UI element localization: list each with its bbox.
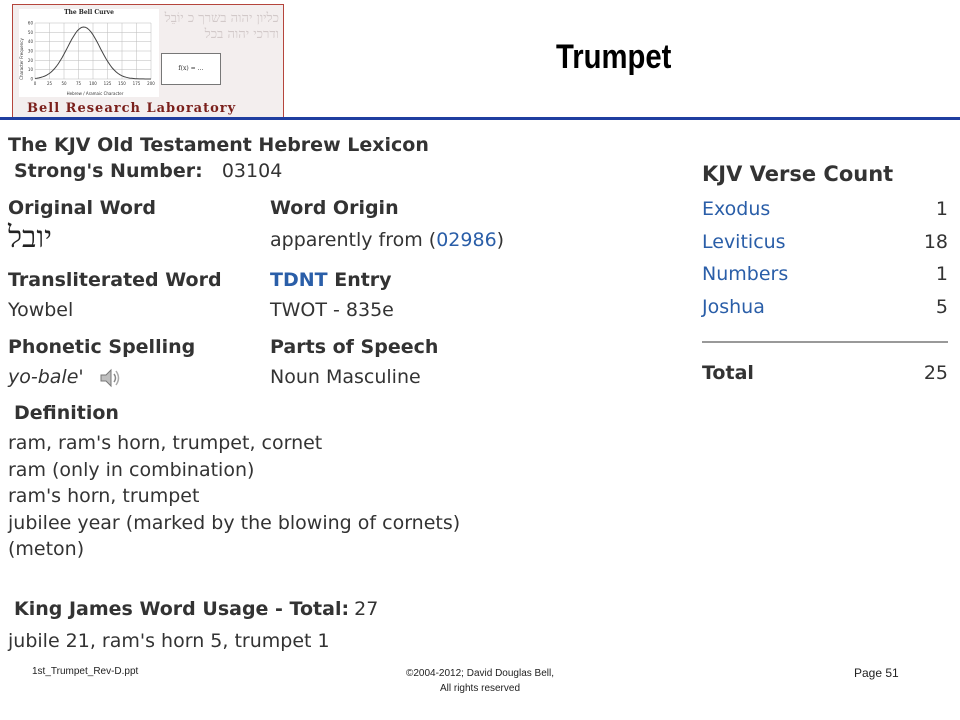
logo-xtick-label: 75 bbox=[75, 81, 82, 86]
footer-page-number: Page 51 bbox=[854, 666, 899, 680]
tdnt-entry-suffix: Entry bbox=[327, 269, 392, 291]
logo-xtick-label: 200 bbox=[147, 81, 155, 86]
tdnt-entry-label bbox=[270, 269, 392, 291]
logo-banner: Bell Research Laboratory bbox=[27, 101, 237, 116]
word-usage-label: King James Word Usage - Total: bbox=[14, 598, 350, 620]
logo-ytick-label: 40 bbox=[27, 39, 33, 45]
word-origin-suffix: ) bbox=[496, 229, 505, 251]
logo-ytick-label: 10 bbox=[27, 67, 33, 73]
footer-filename: 1st_Trumpet_Rev-D.ppt bbox=[32, 666, 139, 677]
verse-count-total-label: Total bbox=[702, 362, 754, 384]
verse-count-value: 1 bbox=[935, 263, 948, 285]
verse-count-value: 18 bbox=[923, 231, 948, 253]
bell-research-logo bbox=[12, 4, 284, 118]
definition-item: (meton) bbox=[8, 538, 85, 560]
definition-item: ram, ram's horn, trumpet, cornet bbox=[8, 432, 323, 454]
logo-ytick-label: 50 bbox=[27, 29, 33, 35]
logo-ytick-label: 20 bbox=[27, 57, 33, 63]
verse-count-row bbox=[702, 296, 948, 326]
phonetic-value: yo-bale' bbox=[8, 366, 84, 388]
verse-count-total-row bbox=[702, 362, 948, 392]
definition-list bbox=[8, 430, 460, 563]
strongs-number-row bbox=[14, 160, 282, 182]
logo-chart-xticks bbox=[34, 81, 156, 86]
verse-count-total-value: 25 bbox=[923, 362, 948, 384]
verse-count-divider bbox=[702, 341, 948, 343]
verse-count-row bbox=[702, 231, 948, 261]
word-usage-total: 27 bbox=[354, 598, 379, 620]
title-rule bbox=[0, 117, 960, 120]
word-usage-row bbox=[14, 598, 378, 620]
footer-copyright-line1: ©2004-2012; David Douglas Bell, bbox=[405, 668, 554, 679]
transliterated-value: Yowbel bbox=[8, 299, 74, 321]
logo-chart-yticks bbox=[28, 21, 34, 82]
bell-curve-chart bbox=[19, 9, 159, 97]
verse-count-value: 1 bbox=[935, 198, 948, 220]
bell-curve-plot bbox=[19, 9, 159, 97]
verse-count-title: KJV Verse Count bbox=[702, 162, 894, 186]
phonetic-row bbox=[8, 366, 122, 389]
logo-ytick-label: 60 bbox=[27, 20, 33, 26]
bell-curve-title: The Bell Curve bbox=[64, 9, 114, 16]
speaker-icon[interactable] bbox=[98, 367, 122, 389]
logo-xtick-label: 0 bbox=[33, 81, 37, 86]
logo-ytick-label: 0 bbox=[30, 76, 33, 82]
book-link-exodus[interactable]: Exodus bbox=[702, 198, 771, 220]
word-origin-prefix: apparently from ( bbox=[270, 229, 437, 251]
gaussian-formula: f(x) = … bbox=[161, 53, 221, 85]
logo-xtick-label: 125 bbox=[103, 81, 112, 86]
slide-title: Trumpet bbox=[556, 38, 672, 76]
phonetic-label: Phonetic Spelling bbox=[8, 336, 196, 358]
original-word-value: יובל bbox=[8, 220, 53, 255]
logo-xtick-label: 100 bbox=[89, 81, 97, 86]
book-link-leviticus[interactable]: Leviticus bbox=[702, 231, 786, 253]
word-usage-value: jubile 21, ram's horn 5, trumpet 1 bbox=[8, 630, 330, 652]
definition-item: ram's horn, trumpet bbox=[8, 485, 200, 507]
footer-copyright bbox=[380, 666, 580, 696]
logo-ytick-label: 30 bbox=[27, 48, 33, 54]
definition-item: jubilee year (marked by the blowing of cornets) bbox=[8, 511, 461, 534]
book-link-numbers[interactable]: Numbers bbox=[702, 263, 789, 285]
logo-xtick-label: 150 bbox=[118, 81, 126, 86]
strongs-value: 03104 bbox=[221, 160, 283, 182]
logo-chart-xlabel: Hebrew / Aramaic Character bbox=[66, 91, 124, 96]
verse-count-row bbox=[702, 198, 948, 228]
logo-xtick-label: 175 bbox=[132, 81, 141, 86]
transliterated-label: Transliterated Word bbox=[8, 269, 222, 291]
definition-item: ram (only in combination) bbox=[8, 458, 255, 481]
original-word-label: Original Word bbox=[8, 197, 156, 219]
strongs-label: Strong's Number: bbox=[14, 160, 203, 182]
definition-label: Definition bbox=[14, 402, 119, 424]
word-origin-label: Word Origin bbox=[270, 197, 399, 219]
footer-copyright-line2: All rights reserved bbox=[439, 683, 521, 694]
logo-chart-ylabel: Character Frequency bbox=[19, 38, 24, 80]
logo-xtick-label: 50 bbox=[61, 81, 67, 86]
verse-count-row bbox=[702, 263, 948, 293]
tdnt-link[interactable]: TDNT bbox=[270, 269, 328, 291]
hebrew-background-text: כליון יהוה בשרך כ יוֹבֵל ודרכי יהוה בכל bbox=[164, 11, 279, 42]
word-origin-value bbox=[270, 229, 504, 251]
logo-xtick-label: 25 bbox=[46, 81, 53, 86]
verse-count-value: 5 bbox=[935, 296, 948, 318]
parts-of-speech-value: Noun Masculine bbox=[270, 366, 421, 388]
lexicon-heading: The KJV Old Testament Hebrew Lexicon bbox=[8, 134, 429, 156]
word-origin-link[interactable]: 02986 bbox=[436, 229, 497, 251]
book-link-joshua[interactable]: Joshua bbox=[702, 296, 765, 318]
tdnt-value: TWOT - 835e bbox=[270, 299, 394, 321]
parts-of-speech-label: Parts of Speech bbox=[270, 336, 439, 358]
